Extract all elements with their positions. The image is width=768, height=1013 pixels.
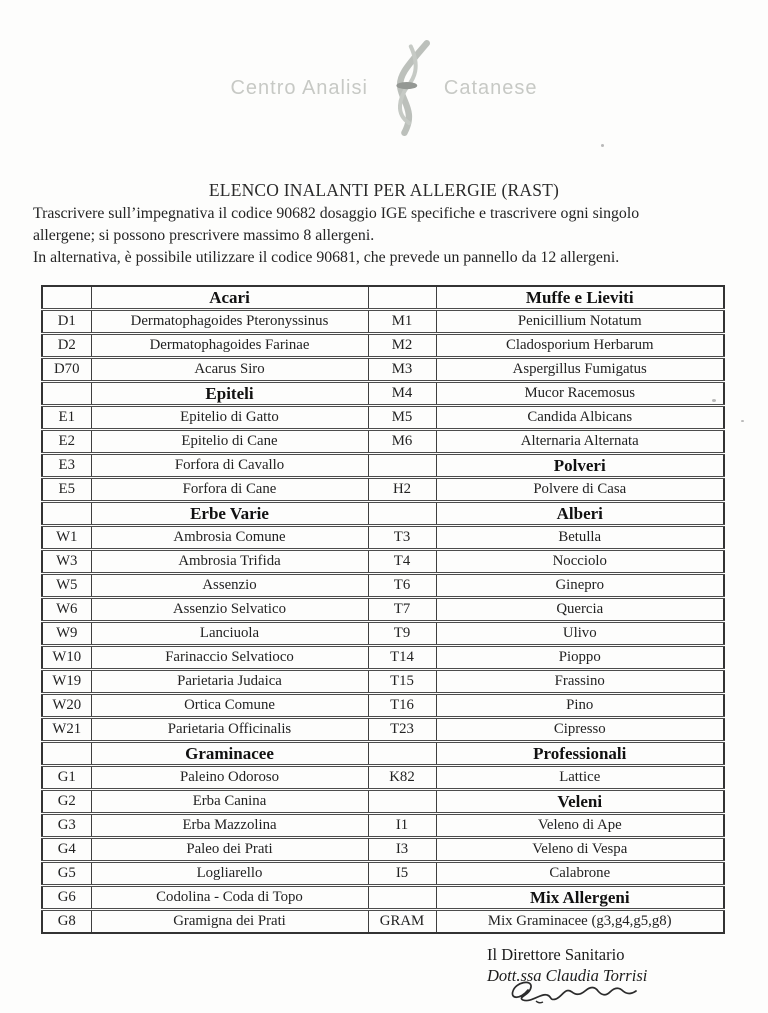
code-cell (368, 742, 436, 766)
allergen-cell: Gramigna dei Prati (91, 910, 368, 934)
code-cell: W5 (42, 574, 91, 598)
allergen-cell: Pino (436, 694, 724, 718)
table-row (42, 622, 724, 646)
code-cell: M2 (368, 334, 436, 358)
allergen-cell: Assenzio Selvatico (91, 598, 368, 622)
table-row (42, 646, 724, 670)
table-row (42, 910, 724, 934)
allergen-cell: Epitelio di Gatto (91, 406, 368, 430)
table-row (42, 790, 724, 814)
allergen-cell: Betulla (436, 526, 724, 550)
section-header-cell: Veleni (436, 790, 724, 814)
code-cell: M4 (368, 382, 436, 406)
table-row (42, 454, 724, 478)
code-cell: G4 (42, 838, 91, 862)
allergen-table-body (42, 286, 724, 933)
code-cell: G1 (42, 766, 91, 790)
code-cell: K82 (368, 766, 436, 790)
table-row (42, 358, 724, 382)
section-header-cell: Alberi (436, 502, 724, 526)
table-row (42, 406, 724, 430)
code-cell: D2 (42, 334, 91, 358)
code-cell: W1 (42, 526, 91, 550)
table-row (42, 598, 724, 622)
code-cell: T14 (368, 646, 436, 670)
code-cell: W20 (42, 694, 91, 718)
allergen-cell: Cipresso (436, 718, 724, 742)
allergen-cell: Parietaria Judaica (91, 670, 368, 694)
table-row (42, 838, 724, 862)
code-cell: D70 (42, 358, 91, 382)
allergen-cell: Dermatophagoides Pteronyssinus (91, 310, 368, 334)
allergen-cell: Parietaria Officinalis (91, 718, 368, 742)
table-row (42, 382, 724, 406)
allergen-cell: Aspergillus Fumigatus (436, 358, 724, 382)
section-header-cell: Graminacee (91, 742, 368, 766)
letterhead-logo (0, 28, 768, 148)
logo-text-right: Catanese (443, 76, 538, 99)
code-cell: W19 (42, 670, 91, 694)
allergen-cell: Epitelio di Cane (91, 430, 368, 454)
table-row (42, 310, 724, 334)
code-cell: GRAM (368, 910, 436, 934)
code-cell: T23 (368, 718, 436, 742)
table-row (42, 430, 724, 454)
code-cell: I5 (368, 862, 436, 886)
code-cell (42, 502, 91, 526)
table-row (42, 742, 724, 766)
code-cell: M1 (368, 310, 436, 334)
page-title: ELENCO INALANTI PER ALLERGIE (RAST) (208, 180, 560, 200)
table-row (42, 286, 724, 310)
allergen-cell: Quercia (436, 598, 724, 622)
code-cell: T16 (368, 694, 436, 718)
table-row (42, 478, 724, 502)
code-cell: T9 (368, 622, 436, 646)
allergen-cell: Mucor Racemosus (436, 382, 724, 406)
allergen-cell: Lattice (436, 766, 724, 790)
table-row (42, 526, 724, 550)
allergen-cell: Codolina - Coda di Topo (91, 886, 368, 910)
code-cell (368, 286, 436, 310)
handwritten-signature (508, 972, 658, 1011)
scan-noise-dot (601, 144, 604, 147)
table-row (42, 670, 724, 694)
table-row (42, 334, 724, 358)
code-cell (42, 382, 91, 406)
code-cell (368, 502, 436, 526)
code-cell: D1 (42, 310, 91, 334)
allergen-cell: Nocciolo (436, 550, 724, 574)
section-header-cell: Muffe e Lieviti (436, 286, 724, 310)
table-row (42, 550, 724, 574)
section-header-cell: Polveri (436, 454, 724, 478)
allergen-cell: Erba Mazzolina (91, 814, 368, 838)
allergen-cell: Assenzio (91, 574, 368, 598)
allergen-cell: Candida Albicans (436, 406, 724, 430)
allergen-cell: Dermatophagoides Farinae (91, 334, 368, 358)
code-cell (368, 454, 436, 478)
table-row (42, 718, 724, 742)
table-row (42, 862, 724, 886)
scan-noise-dot (741, 420, 744, 422)
allergen-cell: Cladosporium Herbarum (436, 334, 724, 358)
code-cell: E2 (42, 430, 91, 454)
table-row (42, 502, 724, 526)
code-cell: W3 (42, 550, 91, 574)
code-cell (368, 790, 436, 814)
code-cell: T6 (368, 574, 436, 598)
code-cell: T3 (368, 526, 436, 550)
allergen-cell: Paleo dei Prati (91, 838, 368, 862)
section-header-cell: Professionali (436, 742, 724, 766)
section-header-cell: Mix Allergeni (436, 886, 724, 910)
table-row (42, 766, 724, 790)
code-cell: H2 (368, 478, 436, 502)
code-cell: M6 (368, 430, 436, 454)
code-cell (368, 886, 436, 910)
allergen-cell: Farinaccio Selvatioco (91, 646, 368, 670)
code-cell: W6 (42, 598, 91, 622)
allergen-cell: Alternaria Alternata (436, 430, 724, 454)
allergen-table (41, 285, 725, 934)
code-cell: G2 (42, 790, 91, 814)
code-cell: T7 (368, 598, 436, 622)
director-role: Il Direttore Sanitario (487, 945, 625, 964)
code-cell: M3 (368, 358, 436, 382)
intro-line: allergene; si possono prescrivere massimo 8 allergeni. (33, 227, 375, 244)
table-row (42, 886, 724, 910)
allergen-cell: Pioppo (436, 646, 724, 670)
allergen-cell: Ortica Comune (91, 694, 368, 718)
allergen-cell: Veleno di Ape (436, 814, 724, 838)
code-cell: G5 (42, 862, 91, 886)
allergen-cell: Forfora di Cane (91, 478, 368, 502)
dna-helix-icon (374, 31, 438, 150)
allergen-cell: Polvere di Casa (436, 478, 724, 502)
table-row (42, 814, 724, 838)
intro-line: In alternativa, è possibile utilizzare il codice 90681, che prevede un pannello da 12 allergeni. (33, 249, 620, 266)
section-header-cell: Acari (91, 286, 368, 310)
table-row (42, 694, 724, 718)
section-header-cell: Erbe Varie (91, 502, 368, 526)
allergen-cell: Ambrosia Comune (91, 526, 368, 550)
code-cell: G3 (42, 814, 91, 838)
code-cell: E1 (42, 406, 91, 430)
allergen-cell: Calabrone (436, 862, 724, 886)
allergen-cell: Penicillium Notatum (436, 310, 724, 334)
code-cell: G6 (42, 886, 91, 910)
code-cell: W10 (42, 646, 91, 670)
director-name: Dott.ssa Claudia Torrisi (487, 966, 648, 985)
code-cell (42, 742, 91, 766)
code-cell: M5 (368, 406, 436, 430)
code-cell: E3 (42, 454, 91, 478)
intro-line: Trascrivere sull’impegnativa il codice 90682 dosaggio IGE specifiche e trascrivere ogni singolo (33, 205, 640, 222)
code-cell: W9 (42, 622, 91, 646)
allergen-cell: Acarus Siro (91, 358, 368, 382)
allergen-cell: Paleino Odoroso (91, 766, 368, 790)
allergen-cell: Mix Graminacee (g3,g4,g5,g8) (436, 910, 724, 934)
allergen-cell: Ginepro (436, 574, 724, 598)
code-cell (42, 286, 91, 310)
allergen-cell: Ambrosia Trifida (91, 550, 368, 574)
section-header-cell: Epiteli (91, 382, 368, 406)
code-cell: W21 (42, 718, 91, 742)
code-cell: G8 (42, 910, 91, 934)
logo-text-left: Centro Analisi (230, 76, 368, 99)
intro-paragraph (33, 203, 743, 269)
code-cell: I3 (368, 838, 436, 862)
allergen-cell: Frassino (436, 670, 724, 694)
code-cell: E5 (42, 478, 91, 502)
allergen-cell: Veleno di Vespa (436, 838, 724, 862)
code-cell: T15 (368, 670, 436, 694)
code-cell: I1 (368, 814, 436, 838)
allergen-cell: Lanciuola (91, 622, 368, 646)
allergen-cell: Forfora di Cavallo (91, 454, 368, 478)
allergen-cell: Erba Canina (91, 790, 368, 814)
table-row (42, 574, 724, 598)
allergen-cell: Ulivo (436, 622, 724, 646)
allergen-cell: Logliarello (91, 862, 368, 886)
code-cell: T4 (368, 550, 436, 574)
